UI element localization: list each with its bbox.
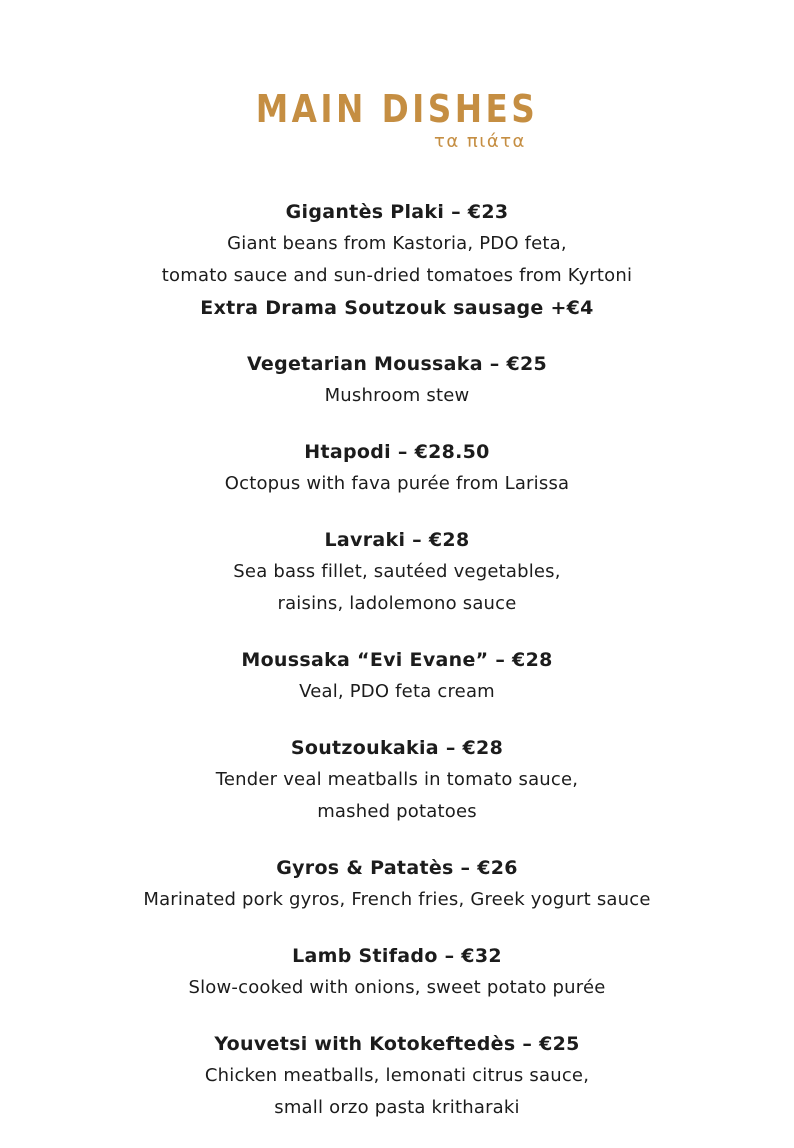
- dish-name: Lavraki – €28: [324, 529, 470, 551]
- dish-description-line: tomato sauce and sun-dried tomatoes from Kyrtoni: [161, 265, 633, 286]
- dish-item: [0, 940, 794, 1004]
- dish-description-line: Tender veal meatballs in tomato sauce,: [215, 769, 579, 790]
- page-title: MAIN DISHES: [255, 87, 539, 131]
- dish-item: [0, 196, 794, 324]
- dish-name: Moussaka “Evi Evane” – €28: [241, 649, 553, 671]
- dish-name: Youvetsi with Kotokeftedès – €25: [214, 1033, 580, 1055]
- dish-name: Gigantès Plaki – €23: [285, 201, 509, 223]
- dish-description-line: Octopus with fava purée from Larissa: [224, 473, 570, 494]
- dish-item: [0, 1028, 794, 1124]
- dish-item: [0, 348, 794, 412]
- dish-description-line: Marinated pork gyros, French fries, Greek yogurt sauce: [143, 889, 651, 910]
- dish-description-line: Slow-cooked with onions, sweet potato purée: [188, 977, 606, 998]
- dish-description-line: Veal, PDO feta cream: [299, 681, 495, 702]
- dish-description-line: Chicken meatballs, lemonati citrus sauce,: [204, 1065, 590, 1086]
- dish-item: [0, 644, 794, 708]
- menu-header: [0, 86, 794, 166]
- dish-description-line: Sea bass fillet, sautéed vegetables,: [233, 561, 561, 582]
- page-subtitle: τα πιάτα: [434, 131, 526, 152]
- dish-name: Soutzoukakia – €28: [290, 737, 504, 759]
- dish-description-line: raisins, ladolemono sauce: [277, 593, 517, 614]
- dish-description-line: Giant beans from Kastoria, PDO feta,: [227, 233, 567, 254]
- dish-name: Htapodi – €28.50: [304, 441, 490, 463]
- dish-item: [0, 524, 794, 620]
- dish-description-line: small orzo pasta kritharaki: [274, 1097, 520, 1118]
- dish-description-line: Mushroom stew: [324, 385, 470, 406]
- dish-description-line: mashed potatoes: [317, 801, 477, 822]
- dish-item: [0, 852, 794, 916]
- dish-item: [0, 436, 794, 500]
- dish-extra: Extra Drama Soutzouk sausage +€4: [200, 297, 594, 319]
- dish-name: Lamb Stifado – €32: [292, 945, 502, 967]
- dish-item: [0, 732, 794, 828]
- dish-list: [0, 196, 794, 1148]
- dish-name: Vegetarian Moussaka – €25: [246, 353, 548, 375]
- dish-name: Gyros & Patatès – €26: [276, 857, 518, 879]
